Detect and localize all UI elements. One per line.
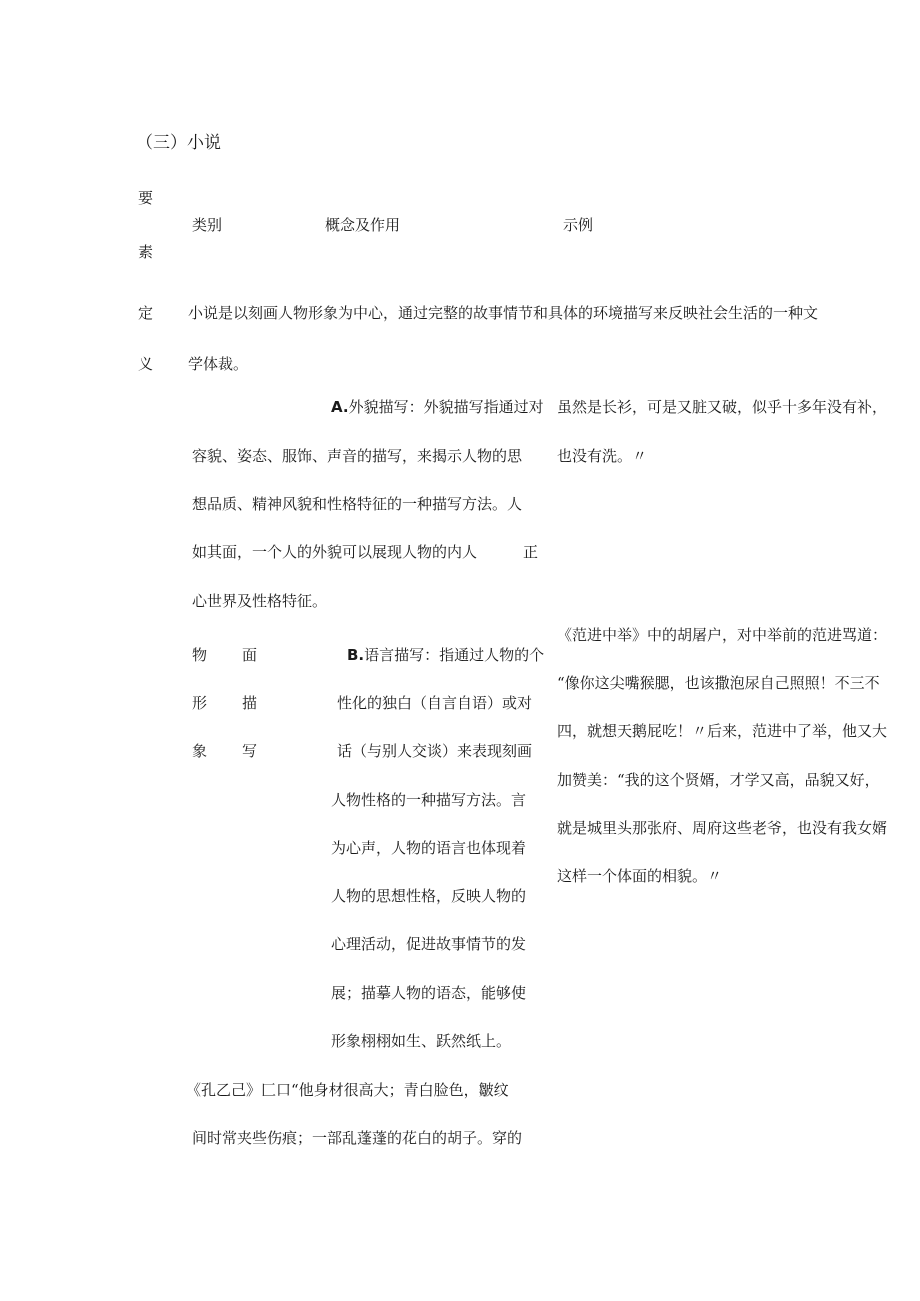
speech-line-6: 人物的思想性格，反映人物的 [331, 887, 527, 905]
appearance-label: A. [331, 398, 349, 416]
speech-example-6: 这样一个体面的相貌。〃 [557, 867, 723, 885]
section-title: （三）小说 [136, 133, 221, 153]
speech-line-5: 为心声，人物的语言也体现着 [331, 839, 527, 857]
speech-heading [347, 648, 544, 663]
appearance-heading [331, 400, 544, 415]
appearance-line-5: 心世界及性格特征。 [192, 592, 328, 610]
side-label-b-2: 描 [242, 694, 258, 712]
speech-example-4: 加赞美：“我的这个贤婿，才学又高，品貌又好， [557, 771, 880, 789]
definition-text-2: 学体裁。 [188, 355, 249, 373]
side-label-a-3: 象 [192, 742, 208, 760]
speech-line-9: 形象栩栩如生、跃然纸上。 [331, 1032, 512, 1050]
speech-example-5: 就是城里头那张府、周府这些老爷，也没有我女婿 [557, 819, 888, 837]
speech-line-1: 语言描写：指通过人物的个 [364, 646, 545, 664]
speech-example-3: 四，就想天鹅屁吃！〃后来，范进中了举，他又大 [557, 722, 888, 740]
side-label-b-3: 写 [242, 742, 258, 760]
speech-example-1: 《范进中举》中的胡屠户，对中举前的范进骂道： [557, 626, 888, 644]
appearance-line-3: 想品质、精神风貌和性格特征的一种描写方法。人 [192, 495, 523, 513]
header-concept: 概念及作用 [325, 216, 401, 234]
speech-line-4: 人物性格的一种描写方法。言 [331, 791, 527, 809]
appearance-example-1: 虽然是长衫，可是又脏又破，似乎十多年没有补， [557, 398, 888, 416]
header-elements-char-2: 素 [138, 243, 154, 261]
speech-label: B. [347, 646, 365, 664]
appearance-line-4: 如其面，一个人的外貌可以展现人物的内人 [192, 543, 478, 561]
definition-text-1: 小说是以刻画人物形象为中心，通过完整的故事情节和具体的环境描写来反映社会生活的一种文 [188, 304, 819, 322]
side-label-a-1: 物 [192, 646, 208, 664]
speech-example-2: “像你这尖嘴猴腮，也该撒泡尿自己照照！不三不 [557, 674, 880, 692]
appearance-line-2: 容貌、姿态、服饰、声音的描写，来揭示人物的思 [192, 447, 523, 465]
appearance-line-4-extra: 正 [523, 543, 539, 561]
speech-line-3: 话（与别人交谈）来表现刻画 [337, 742, 533, 760]
speech-line-8: 展；描摹人物的语态，能够使 [331, 984, 527, 1002]
side-label-a-2: 形 [192, 694, 208, 712]
kongyiji-line-1: 《孔乙己》匚口“他身材很高大；青白脸色，皺纹 [186, 1081, 509, 1099]
speech-line-2: 性化的独白（自言自语）或对 [337, 694, 533, 712]
header-category: 类别 [192, 216, 223, 234]
header-example: 示例 [563, 216, 594, 234]
header-elements-char-1: 要 [138, 189, 154, 207]
side-label-b-1: 面 [242, 646, 258, 664]
speech-line-7: 心理活动，促进故事情节的发 [331, 935, 527, 953]
appearance-line-1: 外貌描写：外貌描写指通过对 [348, 398, 544, 416]
definition-label-1: 定 [138, 304, 154, 322]
appearance-example-2: 也没有洗。〃 [557, 447, 648, 465]
kongyiji-line-2: 间时常夹些伤痕；一部乱蓬蓬的花白的胡子。穿的 [192, 1129, 523, 1147]
definition-label-2: 义 [138, 355, 154, 373]
